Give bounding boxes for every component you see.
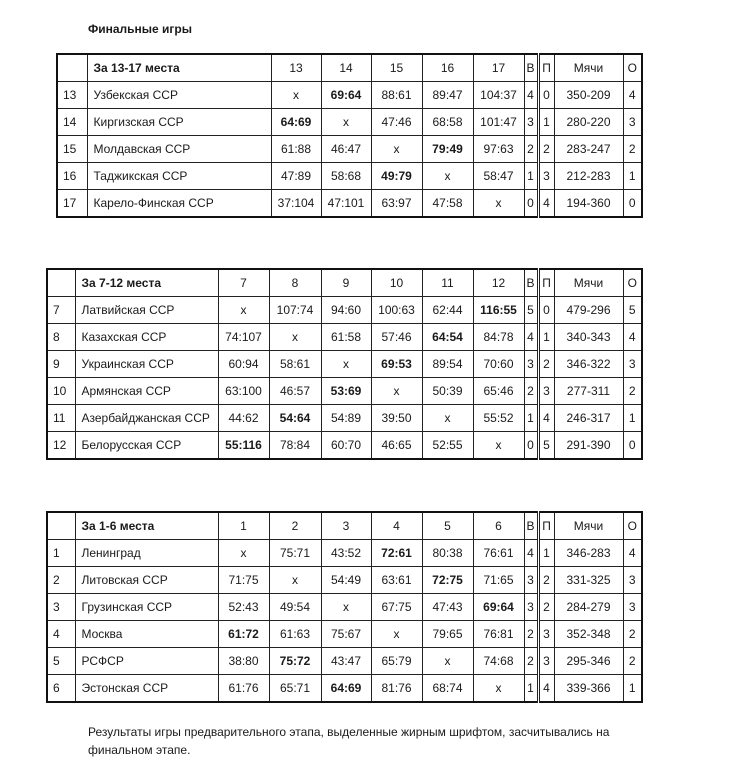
balls-cell: 194-360	[554, 190, 623, 218]
header-balls: Мячи	[554, 512, 623, 540]
result-cell: x	[269, 567, 321, 594]
balls-cell: 295-346	[554, 648, 623, 675]
place-cell: 3	[47, 594, 75, 621]
result-cell: 89:47	[422, 82, 473, 109]
result-cell: 69:64	[321, 82, 371, 109]
result-cell: x	[371, 136, 422, 163]
result-cell: 81:76	[371, 675, 422, 703]
result-cell: x	[321, 109, 371, 136]
result-cell: 75:72	[269, 648, 321, 675]
losses-cell: 2	[538, 594, 554, 621]
result-cell: 75:67	[321, 621, 371, 648]
result-cell: 65:79	[371, 648, 422, 675]
table-row	[57, 82, 642, 109]
result-cell: 88:61	[371, 82, 422, 109]
losses-cell: 4	[538, 405, 554, 432]
team-name: Карело-Финская ССР	[87, 190, 271, 218]
place-cell: 7	[47, 297, 75, 324]
team-name: Армянская ССР	[75, 378, 218, 405]
losses-cell: 1	[538, 540, 554, 567]
header-losses: П	[538, 54, 554, 82]
wins-cell: 5	[524, 297, 538, 324]
losses-cell: 2	[538, 567, 554, 594]
place-cell: 16	[57, 163, 87, 190]
table-row	[47, 378, 642, 405]
header-opponent: 11	[422, 269, 473, 297]
wins-cell: 4	[524, 540, 538, 567]
result-cell: 67:75	[371, 594, 422, 621]
result-cell: 62:44	[422, 297, 473, 324]
header-group-name: За 1-6 места	[75, 512, 218, 540]
result-cell: 74:68	[473, 648, 524, 675]
header-place-cell	[47, 269, 75, 297]
balls-cell: 346-283	[554, 540, 623, 567]
result-cell: 58:47	[473, 163, 524, 190]
place-cell: 17	[57, 190, 87, 218]
header-opponent: 16	[422, 54, 473, 82]
header-opponent: 8	[269, 269, 321, 297]
result-cell: 64:54	[422, 324, 473, 351]
result-cell: 70:60	[473, 351, 524, 378]
result-cell: 60:94	[218, 351, 269, 378]
header-wins: В	[524, 269, 538, 297]
header-opponent: 1	[218, 512, 269, 540]
table-places-7-12	[46, 268, 643, 460]
header-opponent: 2	[269, 512, 321, 540]
team-name: Украинская ССР	[75, 351, 218, 378]
result-cell: x	[269, 324, 321, 351]
result-cell: 104:37	[473, 82, 524, 109]
balls-cell: 277-311	[554, 378, 623, 405]
result-cell: x	[473, 432, 524, 460]
balls-cell: 339-366	[554, 675, 623, 703]
balls-cell: 284-279	[554, 594, 623, 621]
result-cell: 60:70	[321, 432, 371, 460]
wins-cell: 1	[524, 405, 538, 432]
points-cell: 2	[623, 136, 642, 163]
header-wins: В	[524, 512, 538, 540]
header-row	[47, 269, 642, 297]
points-cell: 5	[623, 297, 642, 324]
result-cell: 101:47	[473, 109, 524, 136]
place-cell: 6	[47, 675, 75, 703]
points-cell: 4	[623, 82, 642, 109]
header-balls: Мячи	[554, 269, 623, 297]
wins-cell: 3	[524, 594, 538, 621]
team-name: Грузинская ССР	[75, 594, 218, 621]
header-opponent: 14	[321, 54, 371, 82]
team-name: Азербайджанская ССР	[75, 405, 218, 432]
result-cell: 47:101	[321, 190, 371, 218]
result-cell: 72:75	[422, 567, 473, 594]
result-cell: 76:61	[473, 540, 524, 567]
table-places-1-6	[46, 511, 643, 703]
place-cell: 2	[47, 567, 75, 594]
table-row	[47, 567, 642, 594]
result-cell: 52:43	[218, 594, 269, 621]
header-opponent: 4	[371, 512, 422, 540]
balls-cell: 350-209	[554, 82, 623, 109]
result-cell: 53:69	[321, 378, 371, 405]
result-cell: 61:88	[271, 136, 321, 163]
table-row	[57, 163, 642, 190]
table-row	[47, 648, 642, 675]
result-cell: 68:58	[422, 109, 473, 136]
result-cell: 46:47	[321, 136, 371, 163]
header-balls: Мячи	[554, 54, 623, 82]
place-cell: 11	[47, 405, 75, 432]
result-cell: 43:52	[321, 540, 371, 567]
balls-cell: 212-283	[554, 163, 623, 190]
result-cell: 116:55	[473, 297, 524, 324]
balls-cell: 283-247	[554, 136, 623, 163]
result-cell: 79:65	[422, 621, 473, 648]
balls-cell: 479-296	[554, 297, 623, 324]
header-group-name: За 13-17 места	[87, 54, 271, 82]
losses-cell: 1	[538, 324, 554, 351]
result-cell: 43:47	[321, 648, 371, 675]
result-cell: 44:62	[218, 405, 269, 432]
header-points: О	[623, 269, 642, 297]
table-row	[47, 297, 642, 324]
header-opponent: 7	[218, 269, 269, 297]
result-cell: 38:80	[218, 648, 269, 675]
header-place-cell	[47, 512, 75, 540]
result-cell: 58:68	[321, 163, 371, 190]
team-name: Белорусская ССР	[75, 432, 218, 460]
losses-cell: 5	[538, 432, 554, 460]
points-cell: 3	[623, 351, 642, 378]
header-opponent: 5	[422, 512, 473, 540]
place-cell: 15	[57, 136, 87, 163]
points-cell: 0	[623, 432, 642, 460]
header-place-cell	[57, 54, 87, 82]
result-cell: 71:75	[218, 567, 269, 594]
points-cell: 1	[623, 405, 642, 432]
result-cell: 89:54	[422, 351, 473, 378]
result-cell: 69:53	[371, 351, 422, 378]
points-cell: 2	[623, 378, 642, 405]
team-name: Латвийская ССР	[75, 297, 218, 324]
result-cell: x	[371, 378, 422, 405]
wins-cell: 4	[524, 324, 538, 351]
team-name: Узбекская ССР	[87, 82, 271, 109]
place-cell: 12	[47, 432, 75, 460]
points-cell: 3	[623, 594, 642, 621]
result-cell: 64:69	[321, 675, 371, 703]
points-cell: 4	[623, 324, 642, 351]
points-cell: 1	[623, 675, 642, 703]
result-cell: 76:81	[473, 621, 524, 648]
result-cell: x	[473, 190, 524, 218]
result-cell: x	[422, 648, 473, 675]
header-opponent: 13	[271, 54, 321, 82]
result-cell: 84:78	[473, 324, 524, 351]
place-cell: 5	[47, 648, 75, 675]
result-cell: 50:39	[422, 378, 473, 405]
result-cell: x	[422, 163, 473, 190]
wins-cell: 2	[524, 136, 538, 163]
header-opponent: 6	[473, 512, 524, 540]
result-cell: 80:38	[422, 540, 473, 567]
losses-cell: 2	[538, 351, 554, 378]
team-name: Литовская ССР	[75, 567, 218, 594]
wins-cell: 2	[524, 621, 538, 648]
team-name: Казахская ССР	[75, 324, 218, 351]
place-cell: 8	[47, 324, 75, 351]
result-cell: 54:49	[321, 567, 371, 594]
losses-cell: 2	[538, 136, 554, 163]
header-opponent: 3	[321, 512, 371, 540]
result-cell: 61:72	[218, 621, 269, 648]
result-cell: 100:63	[371, 297, 422, 324]
footnote: Результаты игры предварительного этапа, выделенные жирным шрифтом, засчитывались на финальном этапе.	[88, 725, 610, 757]
result-cell: 71:65	[473, 567, 524, 594]
result-cell: 65:71	[269, 675, 321, 703]
header-group-name: За 7-12 места	[75, 269, 218, 297]
result-cell: 52:55	[422, 432, 473, 460]
team-name: Киргизская ССР	[87, 109, 271, 136]
result-cell: 79:49	[422, 136, 473, 163]
wins-cell: 4	[524, 82, 538, 109]
result-cell: 61:76	[218, 675, 269, 703]
header-row	[47, 512, 642, 540]
table-row	[47, 405, 642, 432]
balls-cell: 331-325	[554, 567, 623, 594]
result-cell: 94:60	[321, 297, 371, 324]
wins-cell: 3	[524, 351, 538, 378]
result-cell: 39:50	[371, 405, 422, 432]
team-name: Молдавская ССР	[87, 136, 271, 163]
place-cell: 9	[47, 351, 75, 378]
table-row	[47, 594, 642, 621]
result-cell: 55:52	[473, 405, 524, 432]
header-opponent: 9	[321, 269, 371, 297]
result-cell: x	[321, 594, 371, 621]
wins-cell: 2	[524, 648, 538, 675]
balls-cell: 280-220	[554, 109, 623, 136]
losses-cell: 3	[538, 648, 554, 675]
losses-cell: 4	[538, 675, 554, 703]
result-cell: x	[271, 82, 321, 109]
place-cell: 13	[57, 82, 87, 109]
wins-cell: 0	[524, 432, 538, 460]
wins-cell: 0	[524, 190, 538, 218]
result-cell: x	[422, 405, 473, 432]
team-name: Эстонская ССР	[75, 675, 218, 703]
result-cell: 46:65	[371, 432, 422, 460]
points-cell: 3	[623, 567, 642, 594]
result-cell: 47:58	[422, 190, 473, 218]
header-points: О	[623, 54, 642, 82]
team-name: Ленинград	[75, 540, 218, 567]
result-cell: 54:64	[269, 405, 321, 432]
result-cell: 37:104	[271, 190, 321, 218]
header-losses: П	[538, 269, 554, 297]
wins-cell: 2	[524, 378, 538, 405]
table-row	[47, 621, 642, 648]
table-places-13-17	[56, 53, 643, 218]
balls-cell: 352-348	[554, 621, 623, 648]
balls-cell: 246-317	[554, 405, 623, 432]
header-points: О	[623, 512, 642, 540]
result-cell: 78:84	[269, 432, 321, 460]
team-name: Таджикская ССР	[87, 163, 271, 190]
result-cell: 63:61	[371, 567, 422, 594]
table-row	[47, 675, 642, 703]
points-cell: 4	[623, 540, 642, 567]
result-cell: 68:74	[422, 675, 473, 703]
balls-cell: 346-322	[554, 351, 623, 378]
losses-cell: 3	[538, 378, 554, 405]
result-cell: 107:74	[269, 297, 321, 324]
result-cell: 64:69	[271, 109, 321, 136]
team-name: РСФСР	[75, 648, 218, 675]
balls-cell: 340-343	[554, 324, 623, 351]
balls-cell: 291-390	[554, 432, 623, 460]
result-cell: x	[218, 297, 269, 324]
header-opponent: 15	[371, 54, 422, 82]
losses-cell: 3	[538, 163, 554, 190]
table-row	[47, 432, 642, 460]
losses-cell: 4	[538, 190, 554, 218]
result-cell: 54:89	[321, 405, 371, 432]
result-cell: 47:43	[422, 594, 473, 621]
result-cell: 65:46	[473, 378, 524, 405]
place-cell: 1	[47, 540, 75, 567]
header-opponent: 17	[473, 54, 524, 82]
header-losses: П	[538, 512, 554, 540]
table-row	[57, 136, 642, 163]
place-cell: 4	[47, 621, 75, 648]
result-cell: 57:46	[371, 324, 422, 351]
team-name: Москва	[75, 621, 218, 648]
header-row	[57, 54, 642, 82]
points-cell: 2	[623, 648, 642, 675]
wins-cell: 3	[524, 567, 538, 594]
result-cell: 63:97	[371, 190, 422, 218]
points-cell: 2	[623, 621, 642, 648]
result-cell: 55:116	[218, 432, 269, 460]
wins-cell: 3	[524, 109, 538, 136]
wins-cell: 1	[524, 675, 538, 703]
result-cell: 74:107	[218, 324, 269, 351]
place-cell: 10	[47, 378, 75, 405]
losses-cell: 0	[538, 82, 554, 109]
points-cell: 0	[623, 190, 642, 218]
points-cell: 1	[623, 163, 642, 190]
result-cell: x	[473, 675, 524, 703]
header-opponent: 10	[371, 269, 422, 297]
table-row	[47, 351, 642, 378]
header-opponent: 12	[473, 269, 524, 297]
result-cell: x	[218, 540, 269, 567]
result-cell: 97:63	[473, 136, 524, 163]
result-cell: 47:46	[371, 109, 422, 136]
result-cell: 47:89	[271, 163, 321, 190]
result-cell: x	[321, 351, 371, 378]
header-wins: В	[524, 54, 538, 82]
losses-cell: 3	[538, 621, 554, 648]
table-row	[57, 190, 642, 218]
table-row	[57, 109, 642, 136]
result-cell: x	[371, 621, 422, 648]
place-cell: 14	[57, 109, 87, 136]
table-row	[47, 324, 642, 351]
wins-cell: 1	[524, 163, 538, 190]
result-cell: 72:61	[371, 540, 422, 567]
result-cell: 69:64	[473, 594, 524, 621]
losses-cell: 0	[538, 297, 554, 324]
result-cell: 49:79	[371, 163, 422, 190]
result-cell: 75:71	[269, 540, 321, 567]
result-cell: 63:100	[218, 378, 269, 405]
result-cell: 46:57	[269, 378, 321, 405]
result-cell: 49:54	[269, 594, 321, 621]
section-title: Финальные игры	[88, 22, 192, 36]
points-cell: 3	[623, 109, 642, 136]
result-cell: 58:61	[269, 351, 321, 378]
result-cell: 61:63	[269, 621, 321, 648]
result-cell: 61:58	[321, 324, 371, 351]
table-row	[47, 540, 642, 567]
losses-cell: 1	[538, 109, 554, 136]
